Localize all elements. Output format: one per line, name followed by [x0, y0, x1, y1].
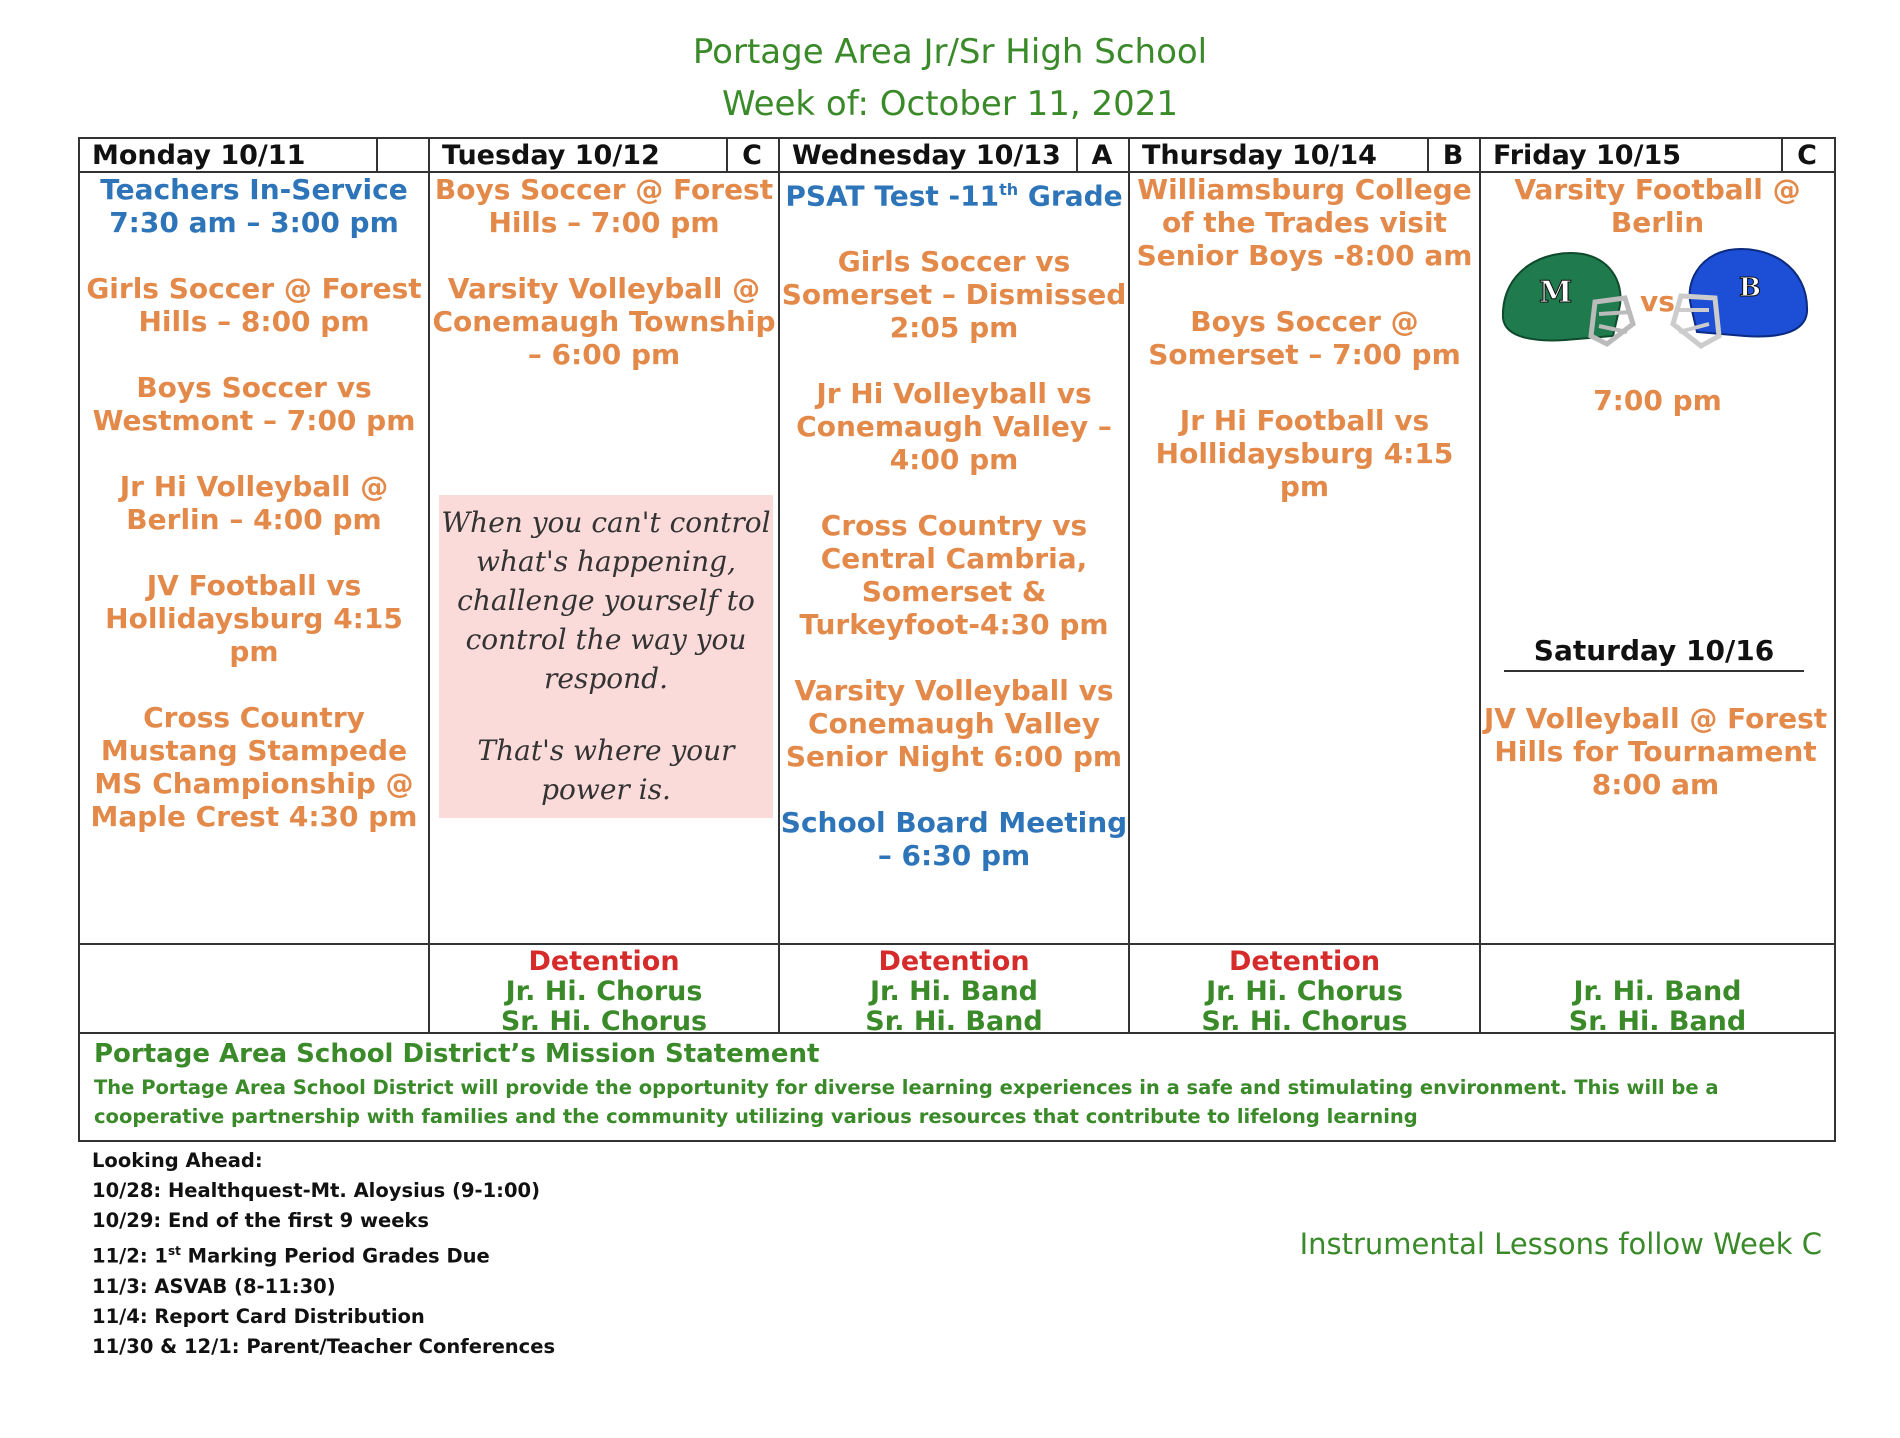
quote-line: That's where your power is.: [477, 734, 735, 806]
event: Williamsburg College of the Trades visit Senior Boys -8:00 am: [1136, 173, 1473, 272]
event: Varsity Volleyball @ Conemaugh Township – 6:00 pm: [432, 272, 776, 371]
event: Boys Soccer @ Somerset – 7:00 pm: [1148, 305, 1461, 371]
quote-box: [439, 495, 773, 818]
letter-divider: [376, 139, 378, 173]
event: JV Football vs Hollidaysburg 4:15 pm: [105, 569, 403, 668]
activity: Sr. Hi. Chorus: [1201, 1006, 1408, 1037]
looking-ahead-item: 10/28: Healthquest-Mt. Aloysius (9-1:00): [92, 1179, 541, 1202]
looking-ahead-item: 11/30 & 12/1: Parent/Teacher Conferences: [92, 1334, 556, 1358]
item-suffix: st: [167, 1244, 181, 1258]
tuesday-activities: [430, 946, 778, 1037]
looking-ahead-item: [92, 1236, 555, 1272]
day-header-wednesday: Wednesday 10/13: [792, 140, 1061, 171]
event: Jr Hi Football vs Hollidaysburg 4:15 pm: [1155, 404, 1454, 503]
activity: Jr. Hi. Chorus: [505, 976, 703, 1007]
letter-divider: [1076, 139, 1078, 173]
event: Teachers In-Service 7:30 am – 3:00 pm: [100, 173, 408, 239]
activity: Jr. Hi. Band: [1573, 976, 1742, 1007]
week-title: Week of: October 11, 2021: [721, 84, 1179, 124]
looking-ahead-item: 10/29: End of the first 9 weeks: [92, 1209, 430, 1232]
instrumental-lessons-note: Instrumental Lessons follow Week C: [1299, 1227, 1822, 1261]
blue-helmet-icon: [1673, 249, 1807, 346]
event: Cross Country Mustang Stampede MS Championship @ Maple Crest 4:30 pm: [90, 701, 418, 833]
event: Jr Hi Volleyball vs Conemaugh Valley – 4:00 pm: [796, 377, 1112, 477]
svg-text:B: B: [1739, 273, 1761, 303]
event: Cross Country vs Central Cambria, Somerset & Turkeyfoot-4:30 pm: [799, 509, 1109, 642]
mission-title: Portage Area School District’s Mission Statement: [94, 1039, 820, 1069]
item-text: 11/2: 1: [92, 1244, 168, 1268]
svg-text:M: M: [1539, 275, 1573, 310]
thursday-events: [1130, 173, 1479, 943]
event: School Board Meeting – 6:30 pm: [780, 806, 1128, 873]
activity: Sr. Hi. Band: [1568, 1006, 1747, 1037]
detention-label: Detention: [878, 946, 1030, 977]
day-header-monday: Monday 10/11: [92, 140, 306, 171]
day-header-tuesday: Tuesday 10/12: [442, 140, 660, 171]
looking-ahead-item: 11/4: Report Card Distribution: [92, 1304, 425, 1328]
helmet-illustration: [1495, 240, 1815, 370]
friday-activities: [1481, 947, 1834, 1037]
event-psat: [780, 173, 1128, 212]
item-text: Marking Period Grades Due: [180, 1244, 490, 1268]
day-letter-wednesday: A: [1091, 140, 1113, 171]
detention-label: Detention: [528, 946, 680, 977]
event: Jr Hi Volleyball @ Berlin – 4:00 pm: [119, 470, 389, 536]
saturday-header: Saturday 10/16: [1504, 634, 1804, 672]
wednesday-events: [780, 173, 1128, 943]
activity: Sr. Hi. Band: [865, 1006, 1043, 1037]
psat-text: PSAT Test -11: [785, 179, 1000, 213]
monday-events: [80, 173, 428, 943]
letter-divider: [1427, 139, 1429, 173]
activity: Sr. Hi. Chorus: [500, 1006, 708, 1037]
event: Boys Soccer vs Westmont – 7:00 pm: [92, 371, 416, 437]
day-letter-thursday: B: [1442, 140, 1464, 171]
day-header-friday: Friday 10/15: [1493, 140, 1682, 171]
green-helmet-icon: [1503, 253, 1633, 344]
day-letter-friday: C: [1797, 140, 1817, 171]
activity: Jr. Hi. Chorus: [1206, 976, 1403, 1007]
looking-ahead: [92, 1146, 555, 1362]
detention-label: Detention: [1228, 946, 1381, 977]
day-header-thursday: Thursday 10/14: [1142, 140, 1377, 171]
event-time: 7:00 pm: [1593, 384, 1722, 417]
football-helmets: [1495, 240, 1815, 370]
day-letter-tuesday: C: [742, 140, 762, 171]
activity: Jr. Hi. Band: [869, 976, 1039, 1007]
event: Varsity Volleyball vs Conemaugh Valley Senior Night 6:00 pm: [785, 674, 1123, 774]
event: Girls Soccer vs Somerset – Dismissed 2:05 pm: [781, 245, 1127, 345]
event: Varsity Football @ Berlin: [1514, 173, 1801, 239]
looking-ahead-item: 11/3: ASVAB (8-11:30): [92, 1274, 336, 1298]
thursday-activities: [1130, 946, 1479, 1037]
school-title: Portage Area Jr/Sr High School: [692, 32, 1208, 72]
letter-divider: [1781, 139, 1783, 173]
mission-body: The Portage Area School District will provide the opportunity for diverse learning experiences in a safe and stimulating environment. This will be a cooperative partnership with families and the community utilizing various resources that contribute to lifelong learning: [94, 1076, 1719, 1128]
wednesday-activities: [780, 946, 1128, 1037]
letter-divider: [726, 139, 728, 173]
event: Boys Soccer @ Forest Hills – 7:00 pm: [434, 173, 774, 239]
event: Girls Soccer @ Forest Hills – 8:00 pm: [86, 272, 422, 338]
looking-ahead-title: Looking Ahead:: [92, 1149, 263, 1172]
activities-divider: [80, 943, 1834, 945]
psat-grade: Grade: [1018, 179, 1123, 213]
psat-suffix: th: [999, 180, 1019, 199]
versus-label: vs: [1640, 285, 1675, 318]
quote-line: When you can't control what's happening, challenge yourself to control the way you respond.: [441, 506, 771, 695]
saturday-event: JV Volleyball @ Forest Hills for Tournament 8:00 am: [1483, 702, 1828, 801]
